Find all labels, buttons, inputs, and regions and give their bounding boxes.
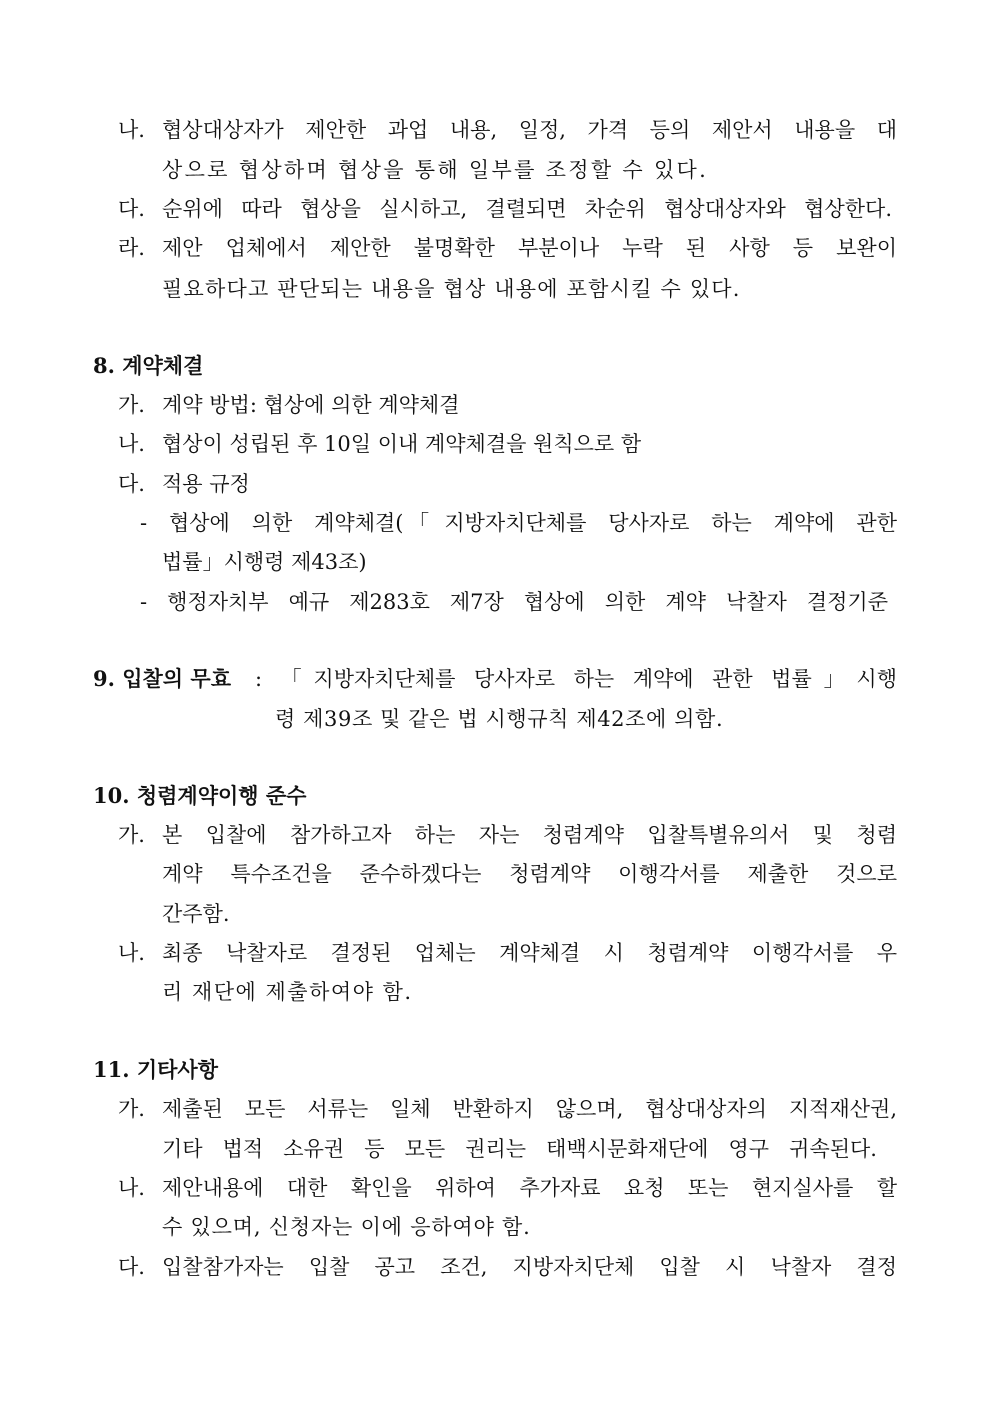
item-marker: 다.	[118, 197, 145, 221]
item-text-line: 리 재단에 제출하여야 함.	[162, 980, 413, 1004]
bullet-line: - 협상에 의한 계약체결(「지방자치단체를 당사자로 하는 계약에 관한	[140, 511, 897, 535]
item-text-line: 순위에 따라 협상을 실시하고, 결렬되면 차순위 협상대상자와 협상한다.	[162, 197, 892, 221]
section-text-line: : 「지방자치단체를 당사자로 하는 계약에 관한 법률」시행	[255, 667, 897, 691]
item-text-line: 본 입찰에 참가하고자 하는 자는 청렴계약 입찰특별유의서 및 청렴	[162, 823, 897, 847]
item-text-line: 계약 방법: 협상에 의한 계약체결	[162, 393, 460, 417]
item-marker: 나.	[118, 432, 145, 456]
section-text-line: 령 제39조 및 같은 법 시행규칙 제42조에 의함.	[275, 707, 724, 731]
section-heading: 8. 계약체결	[93, 353, 204, 378]
section-heading: 10. 청렴계약이행 준수	[93, 783, 307, 808]
item-text-line: 기타 법적 소유권 등 모든 권리는 태백시문화재단에 영구 귀속된다.	[162, 1137, 877, 1161]
item-marker: 나.	[118, 118, 145, 142]
item-text-line: 적용 규정	[162, 472, 250, 496]
item-text-line: 입찰참가자는 입찰 공고 조건, 지방자치단체 입찰 시 낙찰자 결정	[162, 1255, 897, 1279]
item-marker: 나.	[118, 1176, 145, 1200]
item-marker: 가.	[118, 393, 145, 417]
item-text-line: 협상대상자가 제안한 과업 내용, 일정, 가격 등의 제안서 내용을 대	[162, 118, 897, 142]
item-text-line: 제출된 모든 서류는 일체 반환하지 않으며, 협상대상자의 지적재산권,	[162, 1097, 897, 1121]
bullet-line: 법률」시행령 제43조)	[162, 550, 367, 574]
section-heading: 9. 입찰의 무효	[93, 666, 231, 691]
item-marker: 가.	[118, 1097, 145, 1121]
item-marker: 가.	[118, 823, 145, 847]
section-heading: 11. 기타사항	[93, 1057, 218, 1082]
item-text-line: 제안내용에 대한 확인을 위하여 추가자료 요청 또는 현지실사를 할	[162, 1176, 897, 1200]
item-text-line: 간주함.	[162, 902, 230, 926]
item-text-line: 수 있으며, 신청자는 이에 응하여야 함.	[162, 1215, 531, 1239]
item-marker: 나.	[118, 941, 145, 965]
bullet-line: - 행정자치부 예규 제283호 제7장 협상에 의한 계약 낙찰자 결정기준	[140, 590, 888, 614]
item-text-line: 협상이 성립된 후 10일 이내 계약체결을 원칙으로 함	[162, 432, 642, 456]
item-text-line: 최종 낙찰자로 결정된 업체는 계약체결 시 청렴계약 이행각서를 우	[162, 941, 897, 965]
item-marker: 라.	[118, 236, 145, 260]
item-text-line: 상으로 협상하며 협상을 통해 일부를 조정할 수 있다.	[162, 158, 709, 182]
item-marker: 다.	[118, 1255, 145, 1279]
item-text-line: 계약 특수조건을 준수하겠다는 청렴계약 이행각서를 제출한 것으로	[162, 862, 897, 886]
item-text-line: 필요하다고 판단되는 내용을 협상 내용에 포함시킬 수 있다.	[162, 277, 741, 301]
item-marker: 다.	[118, 472, 145, 496]
item-text-line: 제안 업체에서 제안한 불명확한 부분이나 누락 된 사항 등 보완이	[162, 236, 897, 260]
